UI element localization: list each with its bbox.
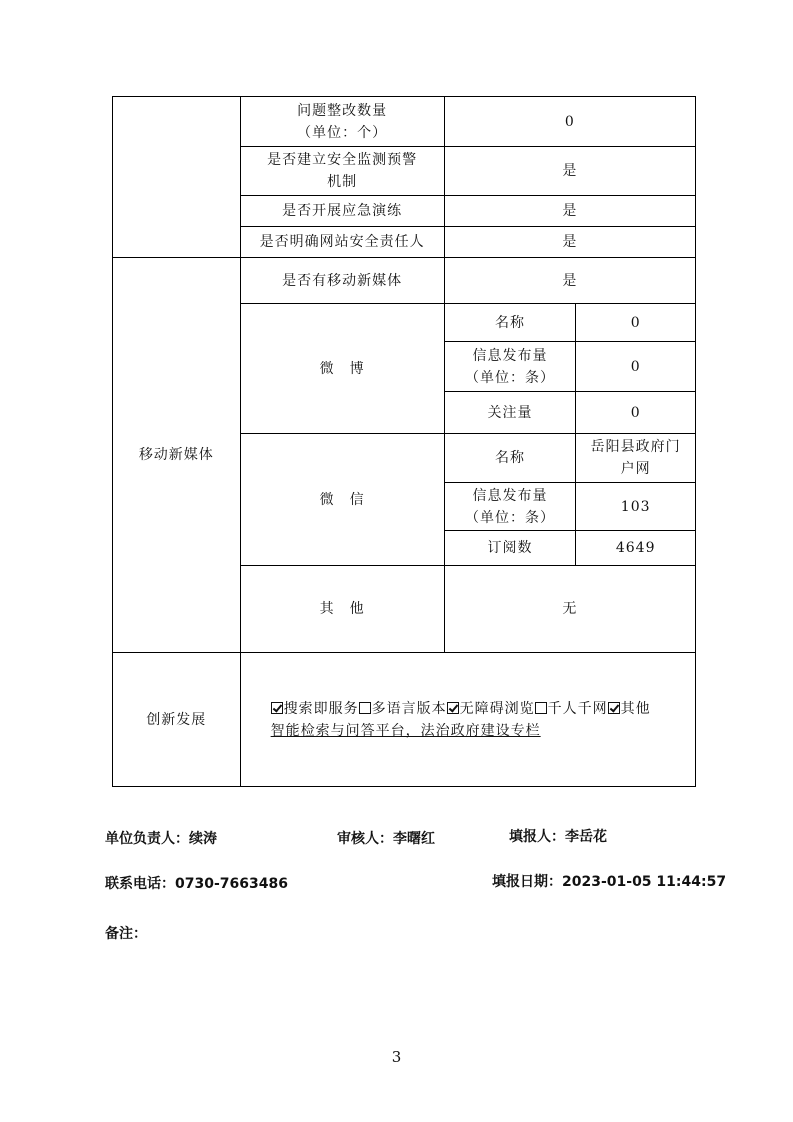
- weibo-posts-value: 0: [576, 342, 696, 392]
- other-media-value: 无: [444, 566, 695, 653]
- drill-label: 是否开展应急演练: [240, 196, 444, 227]
- innovation-other-text: 智能检索与问答平台，法治政府建设专栏: [270, 722, 541, 739]
- weibo-label: 微 博: [240, 304, 444, 434]
- fill-date: 填报日期：2023-01-05 11:44:57: [492, 874, 727, 890]
- weibo-followers-value: 0: [576, 392, 696, 434]
- contact-phone: 联系电话：0730-7663486: [105, 876, 288, 892]
- mobile-section-label: 移动新媒体: [113, 258, 241, 653]
- has-media-value: 是: [444, 258, 695, 304]
- option-label: 无障碍浏览: [459, 700, 535, 717]
- option-accessibility: [447, 701, 535, 717]
- checkbox-empty-icon: [535, 702, 547, 714]
- wechat-label: 微 信: [240, 434, 444, 566]
- unit-head: 单位负责人：续涛: [105, 831, 217, 847]
- weibo-name-value: 0: [576, 304, 696, 342]
- owner-label: 是否明确网站安全责任人: [240, 227, 444, 258]
- wechat-name-value: 岳阳县政府门 户网: [576, 434, 696, 483]
- monitoring-label: 是否建立安全监测预警 机制: [240, 147, 444, 196]
- drill-value: 是: [444, 196, 695, 227]
- weibo-name-label: 名称: [444, 304, 576, 342]
- owner-value: 是: [444, 227, 695, 258]
- filler: 填报人：李岳花: [509, 829, 607, 845]
- wechat-posts-label: 信息发布量 （单位：条）: [444, 483, 576, 531]
- remark-label: 备注：: [105, 926, 147, 942]
- option-label: 搜索即服务: [283, 700, 359, 717]
- weibo-posts-label: 信息发布量 （单位：条）: [444, 342, 576, 392]
- security-section-cell: [113, 97, 241, 258]
- monitoring-value: 是: [444, 147, 695, 196]
- option-label: 多语言版本: [371, 700, 447, 717]
- reviewer: 审核人：李曙红: [337, 831, 435, 847]
- option-multilingual: [359, 701, 447, 717]
- option-label: 其他: [620, 700, 651, 717]
- other-media-label: 其 他: [240, 566, 444, 653]
- innovation-options: [271, 698, 691, 720]
- page-number: 3: [391, 1048, 402, 1066]
- has-media-label: 是否有移动新媒体: [240, 258, 444, 304]
- report-table: [112, 96, 696, 787]
- option-other: [608, 701, 651, 717]
- option-label: 千人千网: [547, 700, 608, 717]
- wechat-subscribers-value: 4649: [576, 531, 696, 566]
- innovation-content: [240, 653, 695, 787]
- checkbox-checked-icon: [608, 702, 620, 714]
- wechat-subscribers-label: 订阅数: [444, 531, 576, 566]
- checkbox-empty-icon: [359, 702, 371, 714]
- issues-fixed-label: 问题整改数量 （单位：个）: [240, 97, 444, 147]
- checkbox-checked-icon: [271, 702, 283, 714]
- innovation-label: 创新发展: [113, 653, 241, 787]
- issues-fixed-value: 0: [444, 97, 695, 147]
- weibo-followers-label: 关注量: [444, 392, 576, 434]
- wechat-posts-value: 103: [576, 483, 696, 531]
- checkbox-checked-icon: [447, 702, 459, 714]
- option-search-service: [271, 701, 359, 717]
- option-personalized: [535, 701, 608, 717]
- wechat-name-label: 名称: [444, 434, 576, 483]
